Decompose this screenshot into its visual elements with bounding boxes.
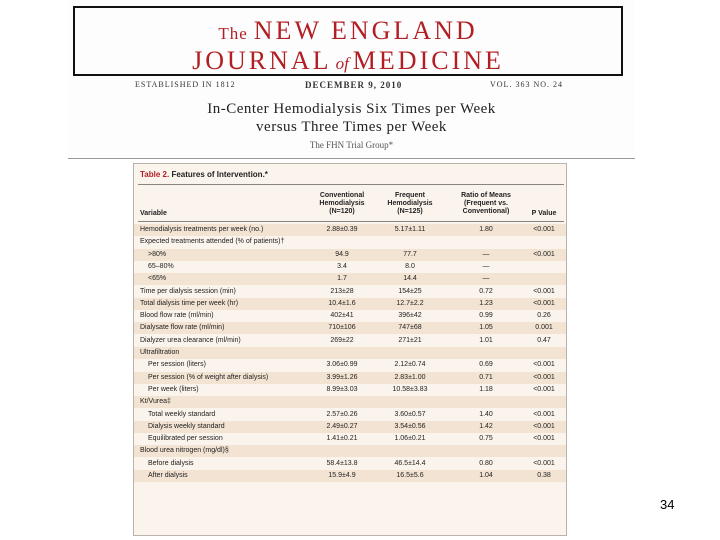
header-text: Conventional: [319, 192, 365, 199]
table-row: [134, 298, 566, 310]
page-number: 34: [660, 497, 675, 512]
table-row: [134, 322, 566, 334]
cell-ratio: 1.18: [479, 385, 493, 393]
masthead-of: of: [335, 54, 349, 73]
cell-ratio: 1.01: [479, 336, 493, 344]
table-row: [134, 445, 566, 457]
row-label: 65–80%: [148, 262, 174, 270]
cell-ratio: 0.69: [479, 361, 493, 369]
row-label: Total dialysis time per week (hr): [140, 299, 239, 307]
header-text: (Frequent vs.: [464, 200, 508, 207]
cell-pvalue: <0.001: [533, 226, 555, 233]
row-label: Equilibrated per session: [148, 435, 223, 443]
table-row: [134, 224, 566, 236]
header-text: Hemodialysis: [387, 200, 433, 207]
volume-number: VOL. 363 NO. 24: [490, 80, 563, 89]
cell-pvalue: 0.001: [535, 324, 553, 332]
table-row: [134, 470, 566, 482]
cell-conventional: 3.06±0.99: [326, 361, 358, 369]
cell-frequent: 8.0: [405, 262, 415, 270]
article-authors: The FHN Trial Group*: [309, 140, 394, 150]
cell-frequent: 16.5±5.6: [396, 472, 424, 479]
cell-pvalue: <0.001: [533, 250, 555, 258]
cell-conventional: 710±106: [328, 324, 356, 332]
cell-conventional: 15.9±4.9: [328, 472, 356, 479]
cell-ratio: 1.40: [479, 410, 493, 418]
cell-conventional: 213±28: [330, 287, 354, 295]
cell-ratio: 0.71: [479, 373, 493, 381]
cell-frequent: 2.12±0.74: [394, 361, 426, 369]
cell-pvalue: <0.001: [533, 459, 555, 467]
row-label: Dialyzer urea clearance (ml/min): [140, 336, 241, 344]
cell-frequent: 747±68: [398, 324, 422, 332]
table-row: [134, 236, 566, 248]
row-label: Per session (% of weight after dialysis): [148, 373, 269, 381]
masthead-line-1: [75, 16, 621, 46]
cell-pvalue: <0.001: [533, 410, 555, 418]
cell-frequent: 5.17±1.11: [394, 226, 426, 233]
table-title: Features of Intervention.*: [171, 170, 268, 179]
row-label: Dialysate flow rate (ml/min): [140, 324, 225, 332]
header-text: Conventional): [462, 208, 510, 215]
header-text: (N=120): [329, 208, 355, 215]
row-label: Blood urea nitrogen (mg/dl)§: [140, 447, 229, 455]
row-label: Time per dialysis session (min): [140, 287, 236, 295]
cell-pvalue: <0.001: [533, 385, 555, 393]
established-text: ESTABLISHED IN 1812: [135, 80, 236, 89]
table-row: [134, 421, 566, 433]
row-label: Kt/Vurea‡: [140, 398, 171, 406]
column-header-conventional: [307, 192, 377, 216]
cell-pvalue: <0.001: [533, 287, 555, 295]
cell-pvalue: <0.001: [533, 422, 555, 430]
masthead-medicine: MEDICINE: [352, 46, 504, 75]
cell-ratio: —: [482, 250, 490, 258]
row-label: Expected treatments attended (% of patients)†: [140, 238, 285, 246]
row-label: Before dialysis: [148, 459, 194, 467]
cell-conventional: 2.57±0.26: [326, 410, 358, 418]
table-row: [134, 433, 566, 445]
column-header-ratio: [444, 192, 528, 216]
masthead-journal: JOURNAL: [192, 46, 332, 75]
cell-frequent: 396±42: [398, 312, 422, 320]
table-row: [134, 286, 566, 298]
cell-ratio: 0.80: [479, 459, 493, 467]
cell-conventional: 94.9: [335, 250, 349, 258]
cell-conventional: 1.41±0.21: [326, 435, 358, 443]
cell-ratio: 1.04: [479, 472, 493, 479]
article-title-line-1: In-Center Hemodialysis Six Times per Week: [207, 101, 496, 117]
table-row: [134, 310, 566, 322]
cell-conventional: 1.7: [337, 275, 347, 283]
table-row: [134, 396, 566, 408]
cell-frequent: 12.7±2.2: [396, 299, 424, 307]
issue-info-row: [135, 80, 567, 92]
row-label: Per session (liters): [148, 361, 206, 369]
article-title-line-2: versus Three Times per Week: [256, 119, 447, 135]
cell-frequent: 1.06±0.21: [394, 435, 426, 443]
cell-pvalue: 0.38: [537, 472, 551, 479]
table-row: [134, 359, 566, 371]
column-header-pvalue: P Value: [531, 210, 557, 217]
column-header-frequent: [378, 192, 442, 216]
cell-conventional: 402±41: [330, 312, 354, 320]
cell-frequent: 10.58±3.83: [392, 385, 428, 393]
cell-conventional: 2.88±0.39: [326, 226, 358, 233]
table-row: [134, 409, 566, 421]
issue-date: DECEMBER 9, 2010: [305, 80, 403, 90]
cell-ratio: 0.72: [479, 287, 493, 295]
journal-masthead: [73, 6, 623, 76]
table-caption: [140, 170, 268, 179]
table-row: [134, 372, 566, 384]
cell-frequent: 271±21: [398, 336, 422, 344]
row-label: Blood flow rate (ml/min): [140, 312, 214, 320]
cell-ratio: 1.80: [479, 226, 493, 233]
row-label: Total weekly standard: [148, 410, 216, 418]
cell-frequent: 2.83±1.00: [394, 373, 426, 381]
cell-pvalue: 0.47: [537, 336, 551, 344]
table-row: [134, 273, 566, 285]
cell-conventional: 58.4±13.8: [326, 459, 358, 467]
cell-frequent: 3.54±0.56: [394, 422, 426, 430]
table-row: [134, 384, 566, 396]
column-header-variable: Variable: [140, 210, 167, 217]
cell-conventional: 269±22: [330, 336, 354, 344]
cell-pvalue: <0.001: [533, 299, 555, 307]
row-label: After dialysis: [148, 472, 188, 479]
table-row: [134, 458, 566, 470]
cell-pvalue: <0.001: [533, 435, 555, 443]
cell-frequent: 77.7: [403, 250, 417, 258]
header-text: Hemodialysis: [319, 200, 365, 207]
table-header-rule: [138, 221, 564, 222]
table-top-rule: [138, 184, 564, 185]
cell-frequent: 154±25: [398, 287, 422, 295]
header-text: (N=125): [397, 208, 423, 215]
features-table: [133, 163, 567, 536]
table-label: Table 2.: [140, 170, 170, 179]
cell-pvalue: 0.26: [537, 312, 551, 320]
cell-ratio: 1.42: [479, 422, 493, 430]
row-label: Hemodialysis treatments per week (no.): [140, 226, 264, 233]
table-row: [134, 249, 566, 261]
cell-ratio: —: [482, 262, 490, 270]
masthead-the: The: [218, 24, 248, 43]
row-label: <65%: [148, 275, 167, 283]
row-label: Per week (liters): [148, 385, 199, 393]
cell-conventional: 10.4±1.6: [328, 299, 356, 307]
masthead-new-england: NEW ENGLAND: [253, 16, 478, 45]
cell-pvalue: <0.001: [533, 373, 555, 381]
table-row: [134, 261, 566, 273]
cell-frequent: 14.4: [403, 275, 417, 283]
cell-frequent: 46.5±14.4: [394, 459, 426, 467]
cell-conventional: 8.99±3.03: [326, 385, 358, 393]
table-row: [134, 347, 566, 359]
row-label: Ultrafiltration: [140, 349, 180, 356]
row-label: >80%: [148, 250, 167, 258]
header-text: Frequent: [395, 192, 425, 199]
cell-frequent: 3.60±0.57: [394, 410, 426, 418]
cell-ratio: 0.75: [479, 435, 493, 443]
cell-ratio: 0.99: [479, 312, 493, 320]
cell-conventional: 3.4: [337, 262, 347, 270]
table-row: [134, 335, 566, 347]
cell-ratio: 1.23: [479, 299, 493, 307]
cell-pvalue: <0.001: [533, 361, 555, 369]
cell-conventional: 2.49±0.27: [326, 422, 358, 430]
cell-conventional: 3.99±1.26: [326, 373, 358, 381]
cell-ratio: —: [482, 275, 490, 283]
row-label: Dialysis weekly standard: [148, 422, 225, 430]
header-text: Ratio of Means: [461, 192, 511, 199]
masthead-line-2: [75, 46, 621, 76]
cell-ratio: 1.05: [479, 324, 493, 332]
